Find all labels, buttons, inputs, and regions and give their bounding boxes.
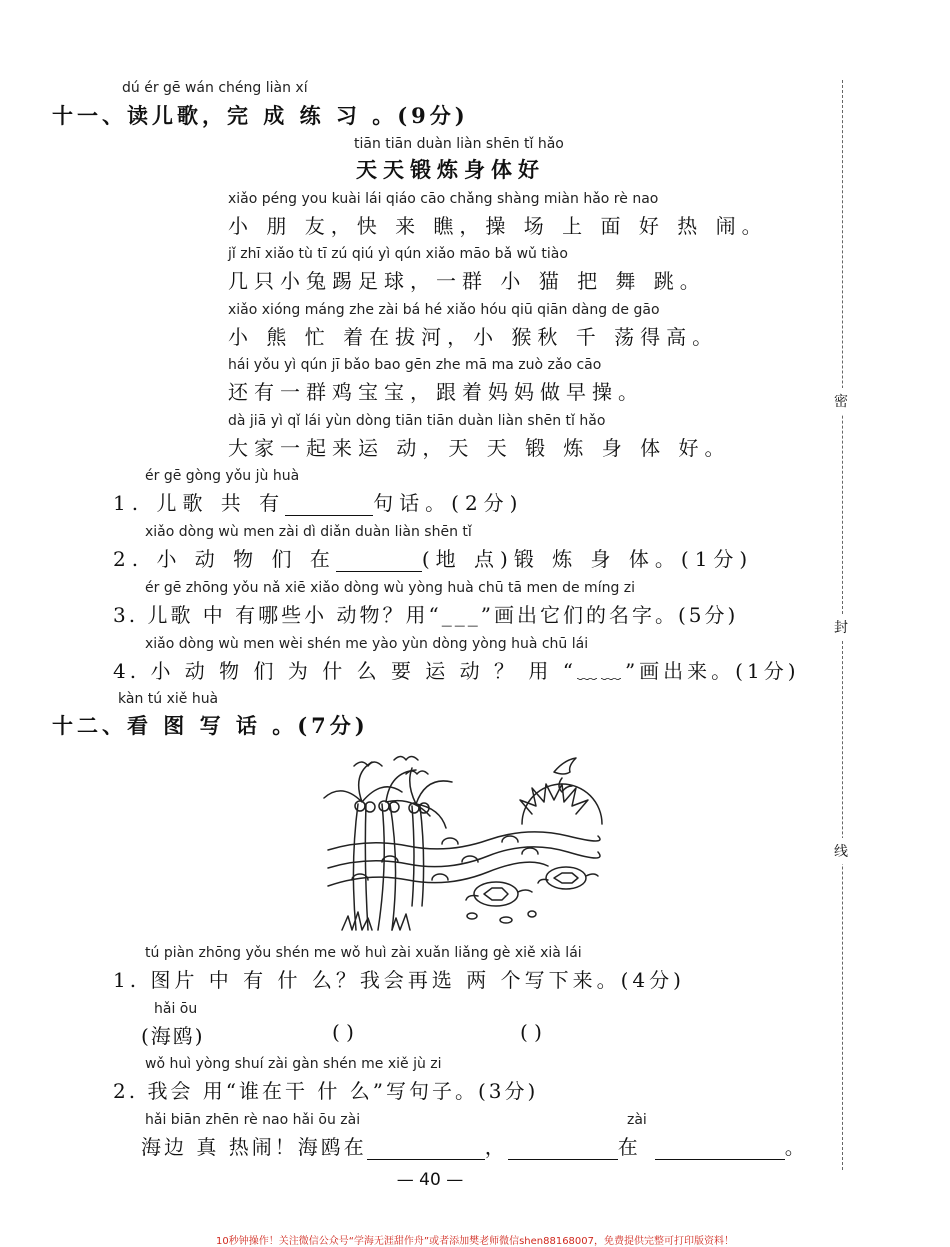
turtle-icon bbox=[546, 867, 586, 889]
q11-2-text-end: (地 点)锻 炼 身 体。(1分) bbox=[421, 547, 754, 571]
sentence-blank-2[interactable] bbox=[508, 1135, 618, 1160]
poem-line-4: 还有一群鸡宝宝，跟着妈妈做早操。 bbox=[228, 380, 644, 404]
sentence-pinyin: hǎi biān zhēn rè nao hǎi ōu zài bbox=[145, 1112, 361, 1128]
poem-title: 天天锻炼身体好 bbox=[356, 157, 545, 182]
q11-1-text: 1. 儿歌 共 有 bbox=[113, 491, 286, 515]
section-11-pinyin: dú ér gē wán chéng liàn xí bbox=[122, 80, 308, 96]
seagull-icon bbox=[554, 758, 576, 774]
q12-1-pinyin: tú piàn zhōng yǒu shén me wǒ huì zài xuǎn liǎng gè xiě xià lái bbox=[145, 945, 582, 961]
palm-tree-icon bbox=[353, 804, 368, 930]
q12-2: 2. 我会 用“谁在干 什 么”写句子。(3分) bbox=[113, 1079, 539, 1103]
q11-1 bbox=[113, 487, 524, 516]
q11-1-pinyin: ér gē gòng yǒu jù huà bbox=[145, 468, 300, 484]
q11-1-text-end: 句话。(2分) bbox=[373, 491, 524, 515]
q11-2-pinyin: xiǎo dòng wù men zài dì diǎn duàn liàn shēn tǐ bbox=[145, 524, 472, 540]
seal-label-feng: 封 bbox=[834, 614, 848, 640]
section-11-heading: 十一、读儿歌，完 成 练 习 。(9分) bbox=[52, 103, 469, 128]
sentence-comma: ， bbox=[484, 1135, 508, 1159]
q11-2-answer-blank[interactable] bbox=[336, 547, 422, 572]
poem-line-1: 小 朋 友，快 来 瞧，操 场 上 面 好 热 闹。 bbox=[228, 214, 768, 238]
footer-notice: 10秒钟操作！关注微信公众号“学海无涯甜作舟”或者添加樊老师微信shen88168007，免费提供完整可打印版资料！ bbox=[215, 1236, 735, 1247]
seal-label-mi: 密 bbox=[834, 388, 848, 414]
poem-line-1-pinyin: xiǎo péng you kuài lái qiáo cāo chǎng shàng miàn hǎo rè nao bbox=[228, 191, 659, 207]
q11-4-pinyin: xiǎo dòng wù men wèi shén me yào yùn dòng yòng huà chū lái bbox=[145, 636, 589, 652]
answer-blank-3[interactable]: ( ) bbox=[520, 1020, 542, 1044]
answer-blank-2[interactable]: ( ) bbox=[332, 1020, 354, 1044]
sentence-line bbox=[141, 1131, 808, 1160]
q11-3-pinyin: ér gē zhōng yǒu nǎ xiē xiǎo dòng wù yòng huà chū tā men de míng zi bbox=[145, 580, 636, 596]
page-number: — 40 — bbox=[396, 1170, 464, 1190]
section-12-pinyin: kàn tú xiě huà bbox=[118, 691, 219, 707]
q11-4: 4. 小 动 物 们 为 什 么 要 运 动 ？ 用 “﹏﹏”画出来。(1分) bbox=[113, 659, 800, 683]
poem-line-5-pinyin: dà jiā yì qǐ lái yùn dòng tiān tiān duàn liàn shēn tǐ hǎo bbox=[228, 413, 606, 429]
sentence-blank-1[interactable] bbox=[367, 1135, 485, 1160]
q11-2 bbox=[113, 543, 753, 572]
poem-line-5: 大家一起来运 动，天 天 锻 炼 身 体 好。 bbox=[228, 436, 731, 460]
seagull-pinyin: hǎi ōu bbox=[154, 1001, 198, 1017]
answer-seagull: (海鸥) bbox=[141, 1024, 205, 1048]
section-12-heading: 十二、看 图 写 话 。(7分) bbox=[52, 713, 369, 738]
poem-line-2-pinyin: jǐ zhī xiǎo tù tī zú qiú yì qún xiǎo māo bǎ wǔ tiào bbox=[228, 246, 568, 262]
q11-3: 3. 儿歌 中 有哪些小 动物？用“___”画出它们的名字。(5分) bbox=[113, 603, 739, 627]
turtle-icon bbox=[474, 882, 518, 906]
seagull-icon bbox=[394, 757, 418, 761]
q11-2-text: 2. 小 动 物 们 在 bbox=[113, 547, 336, 571]
q11-1-answer-blank[interactable] bbox=[285, 491, 373, 516]
q12-2-pinyin: wǒ huì yòng shuí zài gàn shén me xiě jù zi bbox=[145, 1056, 442, 1072]
seal-label-xian: 线 bbox=[834, 838, 848, 864]
sentence-blank-3[interactable] bbox=[655, 1135, 785, 1160]
poem-line-3: 小 熊 忙 着在拔河，小 猴秋 千 荡得高。 bbox=[228, 325, 719, 349]
sentence-zai: 在 bbox=[617, 1135, 641, 1159]
poem-title-pinyin: tiān tiān duàn liàn shēn tǐ hǎo bbox=[354, 136, 564, 152]
q12-1: 1. 图片 中 有 什 么？我会再选 两 个写下来。(4分) bbox=[113, 968, 685, 992]
poem-line-2: 几只小兔踢足球，一群 小 猫 把 舞 跳。 bbox=[228, 269, 706, 293]
poem-line-3-pinyin: xiǎo xióng máng zhe zài bá hé xiǎo hóu qiū qiān dàng de gāo bbox=[228, 302, 660, 318]
sentence-pinyin-zai: zài bbox=[627, 1112, 647, 1128]
sentence-end: 。 bbox=[784, 1135, 808, 1159]
beach-scene-picture bbox=[322, 744, 604, 934]
poem-line-4-pinyin: hái yǒu yì qún jī bǎo bao gēn zhe mā ma zuò zǎo cāo bbox=[228, 357, 602, 373]
sentence-start: 海边 真 热闹！海鸥在 bbox=[141, 1135, 367, 1159]
